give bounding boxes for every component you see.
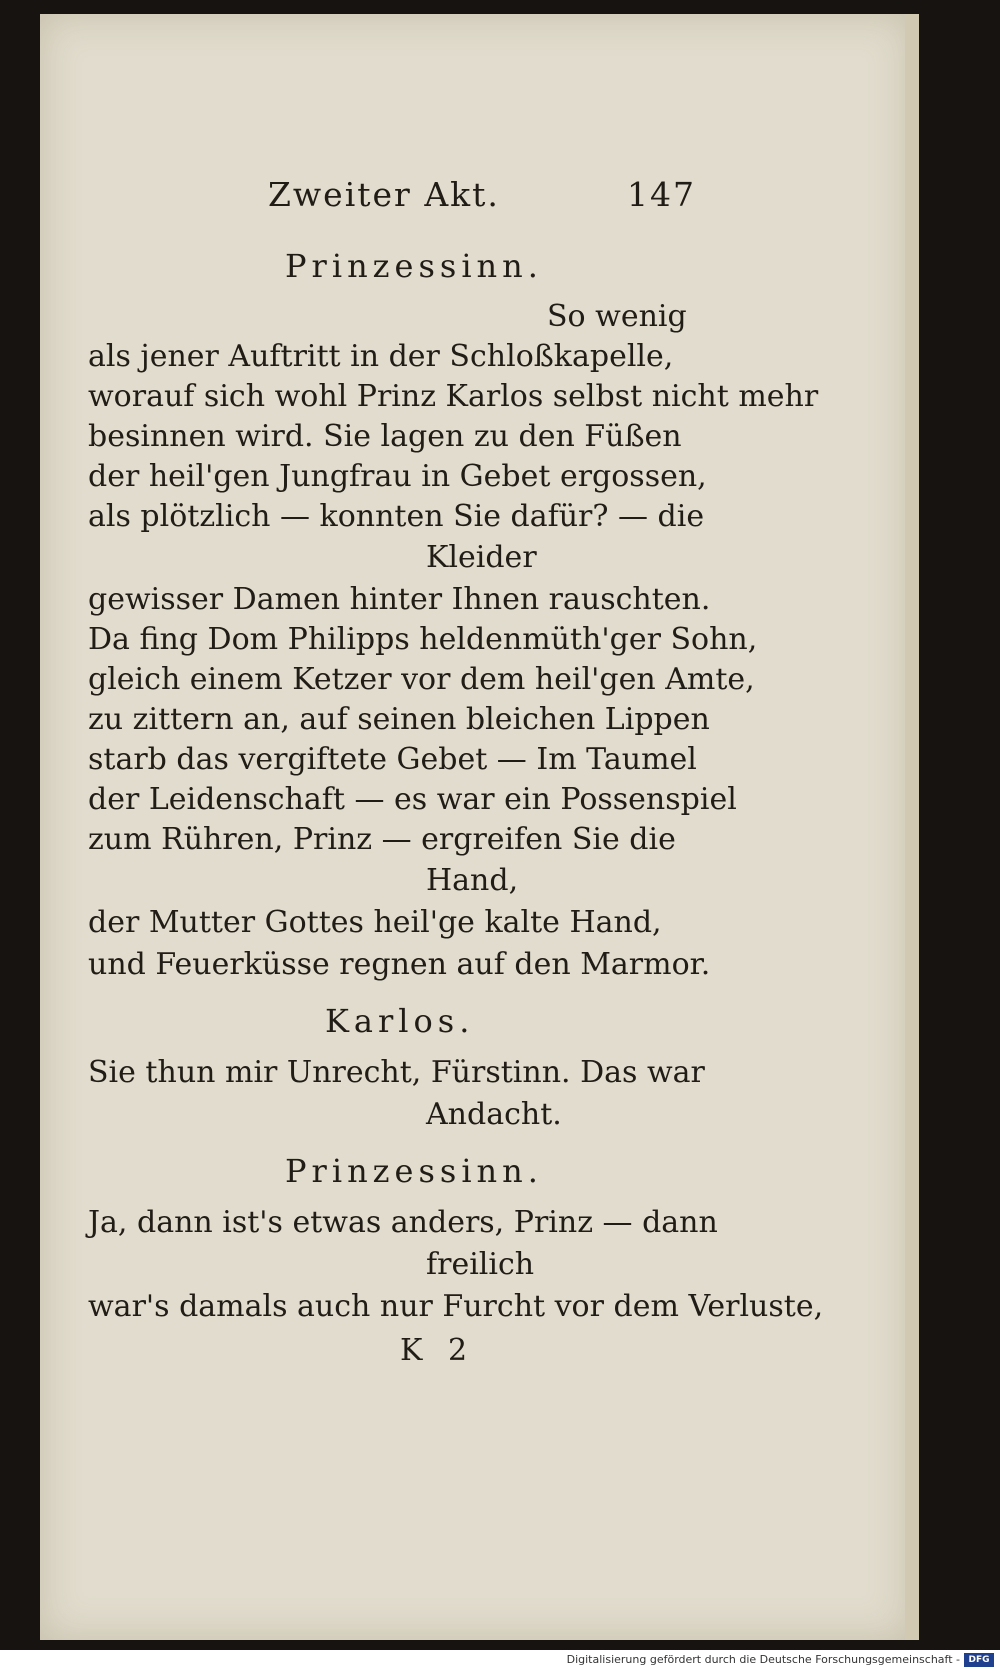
verse-line: zum Rühren, Prinz — ergreifen Sie die	[88, 822, 676, 857]
verse-line: zu zittern an, auf seinen bleichen Lippen	[88, 702, 710, 737]
verse-line: als plötzlich — konnten Sie dafür? — die	[88, 499, 705, 534]
verse-line: besinnen wird. Sie lagen zu den Füßen	[88, 419, 682, 454]
page-edge	[905, 14, 919, 1640]
speaker-heading: Prinzessinn.	[285, 247, 543, 285]
dfg-logo: DFG	[964, 1653, 994, 1667]
signature-mark: K 2	[400, 1333, 476, 1368]
verse-continuation: Hand,	[426, 863, 519, 898]
verse-line: Sie thun mir Unrecht, Fürstinn. Das war	[88, 1055, 705, 1090]
verse-line: und Feuerküsse regnen auf den Marmor.	[88, 947, 711, 982]
verse-line: Da fing Dom Philipps heldenmüth'ger Sohn,	[88, 622, 758, 657]
verse-line: als jener Auftritt in der Schloßkapelle,	[88, 339, 674, 374]
page-number: 147	[627, 175, 696, 214]
verse-line: worauf sich wohl Prinz Karlos selbst nicht mehr	[88, 379, 819, 414]
verse-line: der Mutter Gottes heil'ge kalte Hand,	[88, 905, 662, 940]
verse-line: So wenig	[547, 299, 687, 334]
verse-line: gewisser Damen hinter Ihnen rauschten.	[88, 582, 711, 617]
verse-line: war's damals auch nur Furcht vor dem Verluste,	[88, 1289, 824, 1324]
footer-bar	[0, 1650, 1000, 1670]
verse-line: Ja, dann ist's etwas anders, Prinz — dann	[88, 1205, 718, 1240]
verse-line: gleich einem Ketzer vor dem heil'gen Amte,	[88, 662, 755, 697]
running-title: Zweiter Akt.	[268, 175, 500, 214]
verse-line: starb das vergiftete Gebet — Im Taumel	[88, 742, 697, 777]
verse-continuation: Andacht.	[426, 1097, 562, 1132]
footer-credit: Digitalisierung gefördert durch die Deutsche Forschungsgemeinschaft -	[566, 1653, 960, 1666]
speaker-heading: Prinzessinn.	[285, 1152, 543, 1190]
verse-continuation: Kleider	[426, 540, 537, 575]
verse-continuation: freilich	[426, 1247, 535, 1282]
verse-line: der Leidenschaft — es war ein Possenspiel	[88, 782, 737, 817]
speaker-heading: Karlos.	[325, 1002, 475, 1040]
verse-line: der heil'gen Jungfrau in Gebet ergossen,	[88, 459, 707, 494]
